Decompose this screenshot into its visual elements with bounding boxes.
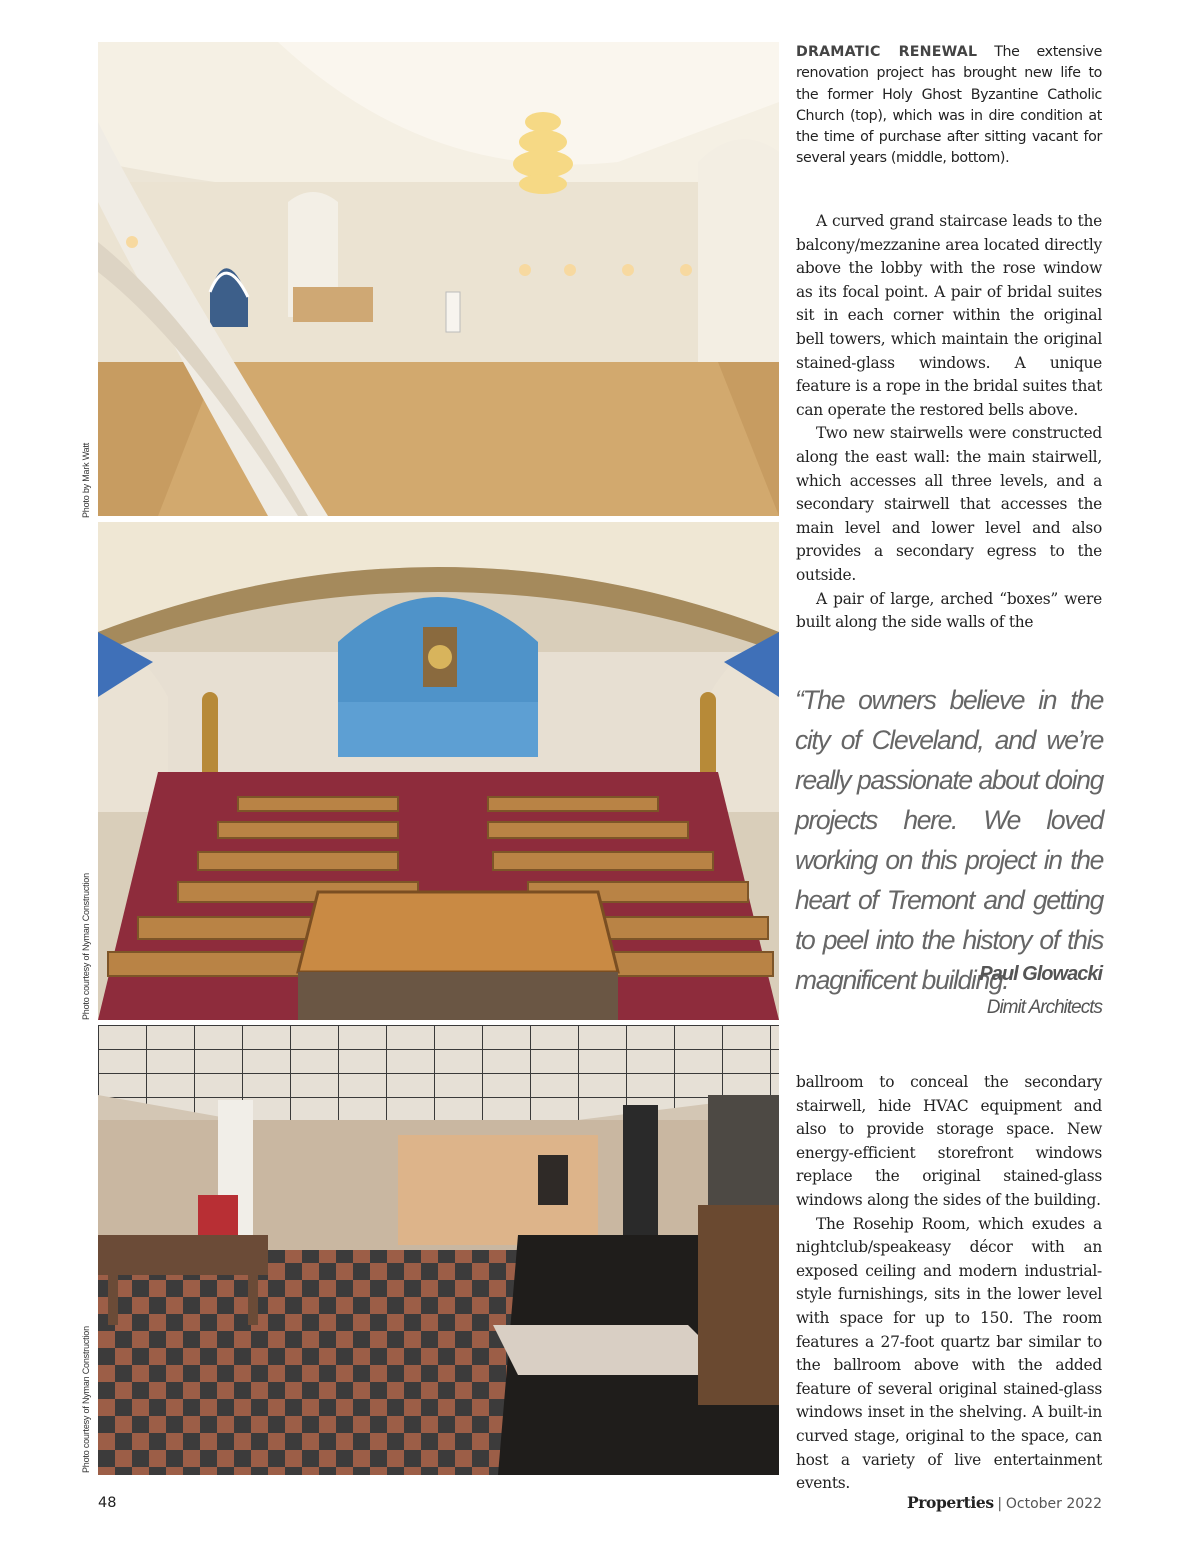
- photo-church-interior-before: [98, 522, 779, 1020]
- page-footer: [907, 1493, 1102, 1513]
- article-paragraph: A pair of large, arched “boxes” were built along the side walls of the: [796, 589, 1102, 632]
- photo-credit-1: Photo by Mark Watt: [81, 442, 91, 518]
- article-column-upper: [796, 210, 1102, 635]
- article-paragraph: ballroom to conceal the secondary stairwell, hide HVAC equipment and also to provide storage space. New energy-efficient storefront windows replace the original stained-glass windows along the sides of the building.: [796, 1073, 1102, 1209]
- issue-date: October 2022: [1005, 1496, 1102, 1512]
- quote-attribution-firm: Dimit Architects: [986, 997, 1102, 1018]
- photo-credit-3: Photo courtesy of Nyman Construction: [81, 1326, 91, 1473]
- caption-kicker: DRAMATIC RENEWAL: [796, 44, 978, 60]
- pull-quote: “The owners believe in the city of Cleveland, and we’re really passionate about doing projects here. We loved working on this project in the heart of Tremont and getting to peel into the history of this magnificent building.”: [795, 685, 1103, 995]
- article-paragraph: A curved grand staircase leads to the balcony/mezzanine area located directly above the lobby with the rose window as its focal point. A pair of bridal suites sit in each corner within the original bell towers, which maintain the original stained-glass windows. A unique feature is a rope in the bridal suites that can operate the restored bells above.: [796, 212, 1103, 419]
- quote-attribution-name: Paul Glowacki: [979, 963, 1102, 985]
- article-paragraph: Two new stairwells were constructed along the east wall: the main stairwell, which accesses all three levels, and a secondary stairwell that accesses the main level and lower level and also provides a secondary egress to the outside.: [796, 424, 1102, 584]
- photo-renovated-ballroom: [98, 42, 779, 516]
- photo-caption: [796, 42, 1102, 170]
- caption-text: The extensive renovation project has brought new life to the former Holy Ghost Byzantine Catholic Church (top), which was in dire condition at the time of purchase after sitting vacant for several years (middle, bottom).: [796, 44, 1102, 167]
- page-number: 48: [98, 1495, 117, 1511]
- magazine-brand: Properties: [907, 1493, 994, 1512]
- footer-separator: |: [997, 1496, 1003, 1512]
- photo-lower-level-before: [98, 1025, 779, 1475]
- article-paragraph: The Rosehip Room, which exudes a nightclub/speakeasy décor with an exposed ceiling and modern industrial-style furnishings, sits in the lower level with space for up to 150. The room features a 27-foot quartz bar similar to the ballroom above with the added feature of several original stained-glass windows inset in the shelving. A built-in curved stage, original to the space, can host a variety of live entertainment events.: [796, 1214, 1102, 1493]
- article-column-lower: [796, 1071, 1102, 1496]
- photo-credit-2: Photo courtesy of Nyman Construction: [81, 873, 91, 1020]
